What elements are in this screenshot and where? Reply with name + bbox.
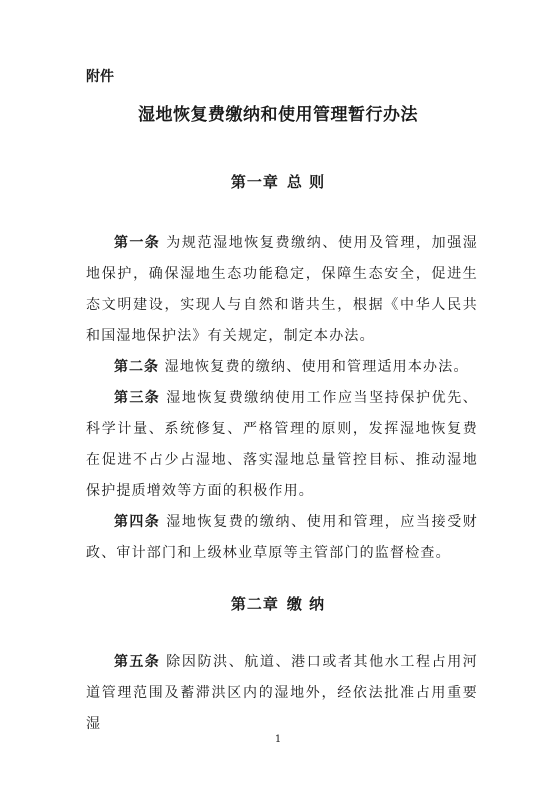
article-1 [86,228,478,352]
article-4 [86,507,478,569]
document-title: 湿地恢复费缴纳和使用管理暂行办法 [138,105,418,125]
chapter-heading-2 [0,593,556,614]
article-label: 第三条 [114,390,161,406]
chapter-heading-1 [0,171,556,192]
chapter-title: 总 则 [286,173,326,191]
article-text: 湿地恢复费的缴纳、使用和管理，应当接受财政、审计部门和上级林业草原等主管部门的监督检查。 [86,514,478,561]
article-2 [86,352,478,383]
article-text: 除因防洪、航道、港口或者其他水工程占用河道管理范围及蓄滞洪区内的湿地外，经依法批准占用重要湿 [86,654,478,732]
article-5 [86,647,478,740]
article-3 [86,383,478,507]
chapter-number: 第一章 [230,173,279,191]
article-text: 湿地恢复费的缴纳、使用和管理适用本办法。 [164,359,469,375]
chapter-title: 缴 纳 [286,595,326,613]
page-number: 1 [274,734,282,745]
article-label: 第四条 [114,514,161,530]
attachment-label: 附件 [86,69,114,85]
chapter-number: 第二章 [230,595,279,613]
article-label: 第五条 [114,654,161,670]
article-label: 第二条 [114,359,159,375]
article-text: 为规范湿地恢复费缴纳、使用及管理，加强湿地保护，确保湿地生态功能稳定，保障生态安全，促进生态文明建设，实现人与自然和谐共生，根据《中华人民共和国湿地保护法》有关规定，制定本办法。 [86,235,478,344]
article-label: 第一条 [114,235,161,251]
article-text: 湿地恢复费缴纳使用工作应当坚持保护优先、科学计量、系统修复、严格管理的原则，发挥湿地恢复费在促进不占少占湿地、落实湿地总量管控目标、推动湿地保护提质增效等方面的积极作用。 [86,390,478,499]
